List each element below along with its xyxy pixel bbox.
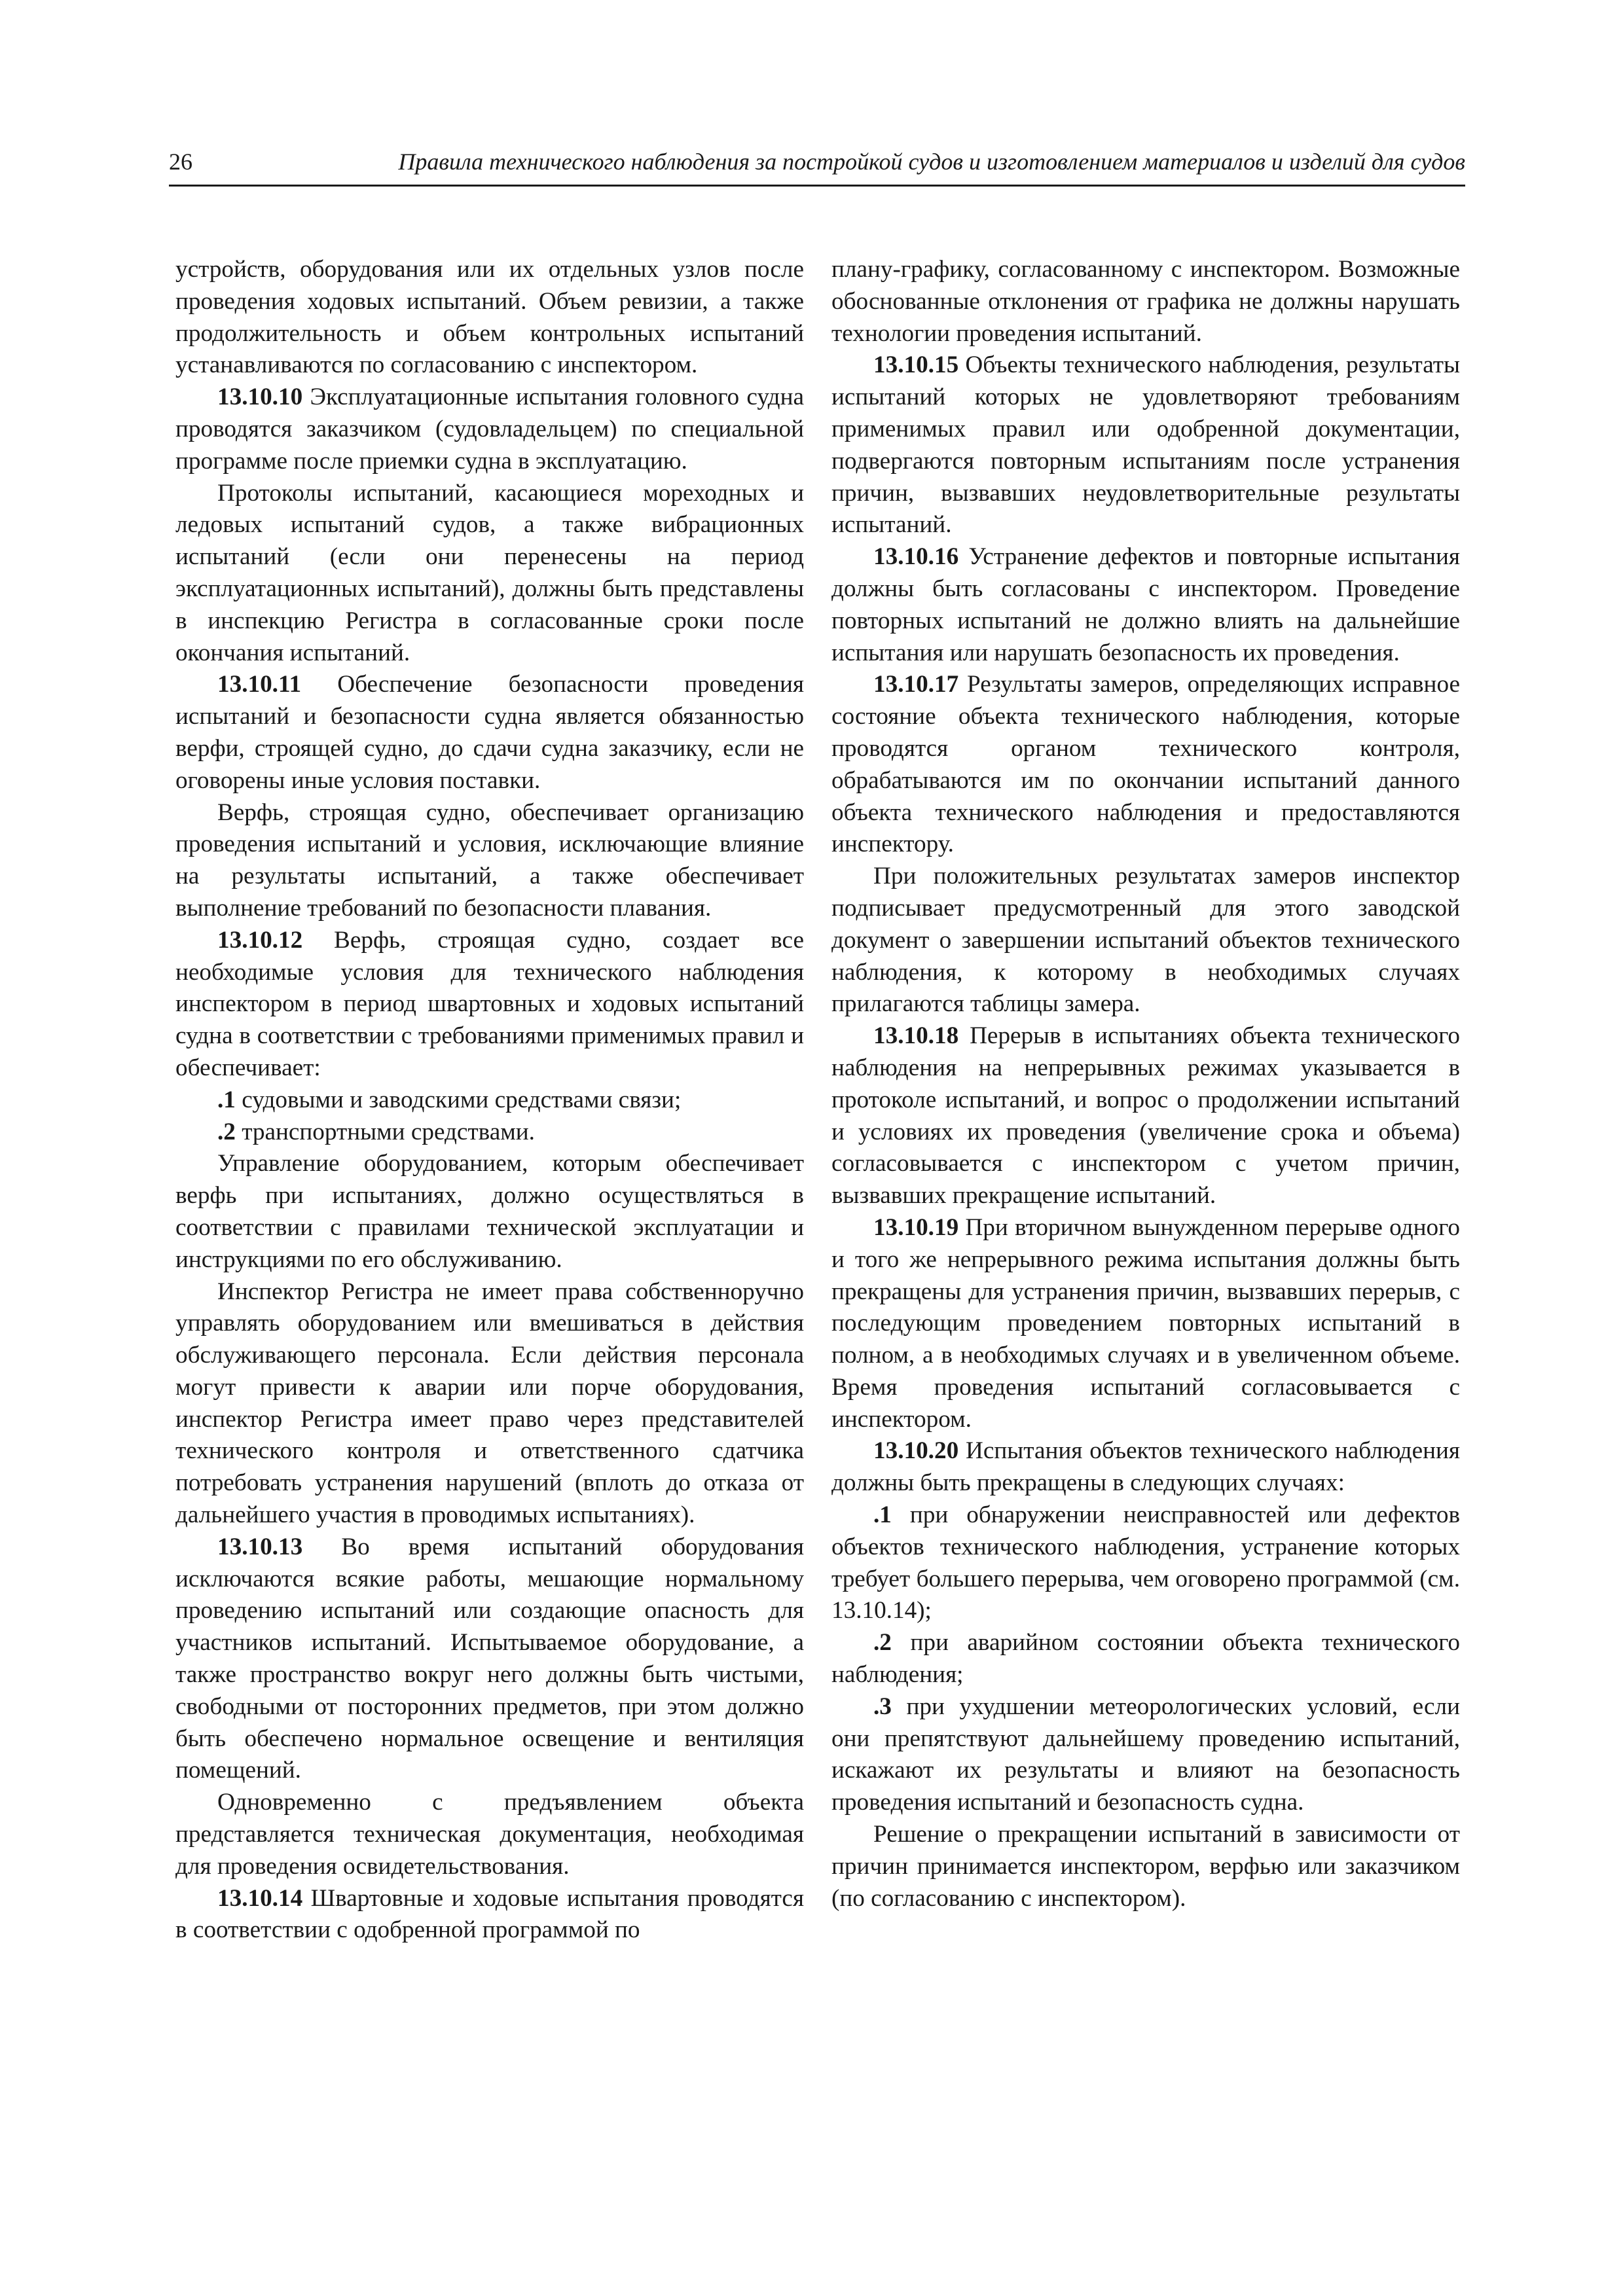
paragraph [175,797,804,925]
numbered-paragraph [175,925,804,1085]
clause-number: 13.10.16 [873,543,959,571]
paragraph-text: при аварийном состоянии объекта технического наблюдения; [831,1629,1460,1689]
paragraph [175,1276,804,1532]
paragraph [175,1148,804,1276]
clause-number: 13.10.20 [873,1437,959,1465]
left-column [175,254,804,1946]
clause-number: .1 [873,1501,892,1529]
paragraph-text: Протоколы испытаний, касающиеся мореходных и ледовых испытаний судов, а также вибрационных испытаний (если они перенесены на период эксплуатационных испытаний), должны быть представлены в инспекцию Регистра в согласованные сроки после окончания испытаний. [175,479,804,666]
clause-number: 13.10.10 [217,384,303,411]
numbered-paragraph [831,541,1460,669]
clause-number: .3 [873,1693,892,1720]
running-title: Правила технического наблюдения за постройкой судов и изготовлением материалов и изделий для судов [398,149,1465,175]
paragraph-text: Швартовные и ходовые испытания проводятся в соответствии с одобренной программой по [175,1884,804,1944]
paragraph [831,1819,1460,1914]
numbered-paragraph [175,669,804,797]
paragraph-text: При положительных результатах замеров инспектор подписывает предусмотренный для этого заводской документ о завершении испытаний объектов технического наблюдения, к которому в необходимых случаях прилагаются таблицы замера. [831,863,1460,1018]
clause-number: 13.10.18 [873,1022,959,1050]
page-header [169,145,1465,187]
clause-number: .1 [217,1086,236,1113]
clause-number: 13.10.15 [873,351,959,379]
numbered-paragraph [175,1883,804,1947]
paragraph-text: Объекты технического наблюдения, результаты испытаний которых не удовлетворяют требованиям применимых правил или одобренной документации, подвергаются повторным испытаниям после устранения причин, вызвавших неудовлетворительные результаты испытаний. [831,351,1461,539]
clause-number: 13.10.13 [217,1533,303,1560]
numbered-paragraph [831,669,1460,861]
numbered-paragraph [831,1212,1460,1436]
page-number: 26 [169,149,192,175]
paragraph [831,254,1460,350]
paragraph-text: Инспектор Регистра не имеет права собственноручно управлять оборудованием или вмешиваться в действия обслуживающего персонала. Если действия персонала могут привести к аварии или порче оборудования, инспектор Регистра имеет право через представителей технического контроля и ответственного сдатчика потребовать устранения нарушений (вплоть до отказа от дальнейшего участия в проводимых испытаниях). [175,1278,804,1529]
clause-number: 13.10.17 [873,671,959,698]
paragraph-text: при обнаружении неисправностей или дефектов объектов технического наблюдения, устранение которых требует большего перерыва, чем оговорено программой (см. 13.10.14); [831,1501,1460,1624]
paragraph-text: транспортными средствами. [242,1118,535,1145]
paragraph-text: при ухудшении метеорологических условий, если они препятствуют дальнейшему проведению испытаний, искажают их результаты и влияют на безопасность проведения испытаний и безопасность судна. [831,1693,1460,1816]
paragraph-text: судовыми и заводскими средствами связи; [242,1086,682,1113]
paragraph-text: Верфь, строящая судно, создает все необходимые условия для технического наблюдения инспектором в период швартовных и ходовых испытаний судна в соответствии с требованиями применимых правил и обеспечивает: [175,926,804,1081]
numbered-paragraph [175,382,804,477]
paragraph [175,478,804,670]
paragraph-text: При вторичном вынужденном перерыве одного и того же непрерывного режима испытания должны быть прекращены для устранения причин, вызвавших перерыв, с последующим проведением повторных испытаний в полном, а в необходимых случаях и в увеличенном объеме. Время проведения испытаний согласовывается с инспектором. [831,1213,1460,1433]
paragraph-text: Верфь, строящая судно, обеспечивает организацию проведения испытаний и условия, исключающие влияние на результаты испытаний, а также обеспечивает выполнение требований по безопасности плавания. [175,798,804,922]
numbered-paragraph [831,1691,1460,1819]
clause-number: .2 [217,1118,236,1145]
paragraph-text: Эксплуатационные испытания головного судна проводятся заказчиком (судовладельцем) по специальной программе после приемки судна в эксплуатацию. [175,384,805,475]
numbered-paragraph [831,350,1460,541]
paragraph-text: Одновременно с предъявлением объекта представляется техническая документация, необходимая для проведения освидетельствования. [175,1789,804,1880]
paragraph-text: плану-графику, согласованному с инспектором. Возможные обоснованные отклонения от графика не должны нарушать технологии проведения испытаний. [831,256,1460,347]
numbered-paragraph [831,1020,1460,1212]
paragraph [831,861,1460,1020]
paragraph [175,254,804,382]
clause-number: .2 [873,1629,892,1657]
paragraph-text: Перерыв в испытаниях объекта технического наблюдения на непрерывных режимах указывается в протоколе испытаний, и вопрос о продолжении испытаний и условиях их проведения (увеличение срока и объема) согласовывается с инспектором с учетом причин, вызвавших прекращение испытаний. [831,1022,1460,1210]
paragraph-text: Результаты замеров, определяющих исправное состояние объекта технического наблюдения, которые проводятся органом технического контроля, обрабатываются им по окончании испытаний данного объекта технического наблюдения и предоставляются инспектору. [831,671,1460,858]
numbered-paragraph [175,1532,804,1787]
paragraph-text: устройств, оборудования или их отдельных узлов после проведения ходовых испытаний. Объем ревизии, а также продолжительность и объем контрольных испытаний устанавливаются по согласованию с инспектором. [175,256,804,379]
clause-number: 13.10.11 [217,671,302,698]
clause-number: 13.10.14 [217,1884,303,1912]
paragraph [175,1787,804,1882]
clause-number: 13.10.19 [873,1213,959,1241]
numbered-paragraph [175,1085,804,1117]
numbered-paragraph [831,1627,1460,1691]
numbered-paragraph [831,1499,1460,1627]
clause-number: 13.10.12 [217,926,303,954]
paragraph-text: Решение о прекращении испытаний в зависимости от причин принимается инспектором, верфью или заказчиком (по согласованию с инспектором). [831,1821,1460,1912]
paragraph-text: Во время испытаний оборудования исключаются всякие работы, мешающие нормальному проведению испытаний или создающие опасность для участников испытаний. Испытываемое оборудование, а также пространство вокруг него должны быть чистыми, свободными от посторонних предметов, при этом должно быть обеспечено нормальное освещение и вентиляция помещений. [175,1533,805,1784]
paragraph-text: Обеспечение безопасности проведения испытаний и безопасности судна является обязанностью верфи, строящей судно, до сдачи судна заказчику, если не оговорены иные условия поставки. [175,671,805,794]
numbered-paragraph [175,1117,804,1149]
paragraph-text: Испытания объектов технического наблюдения должны быть прекращены в следующих случаях: [831,1437,1461,1497]
paragraph-text: Управление оборудованием, которым обеспечивает верфь при испытаниях, должно осуществляться в соответствии с правилами технической эксплуатации и инструкциями по его обслуживанию. [175,1150,804,1273]
numbered-paragraph [831,1435,1460,1499]
paragraph-text: Устранение дефектов и повторные испытания должны быть согласованы с инспектором. Проведение повторных испытаний не должно влиять на дальнейшие испытания или нарушать безопасность их проведения. [831,543,1461,666]
right-column [831,254,1460,1914]
